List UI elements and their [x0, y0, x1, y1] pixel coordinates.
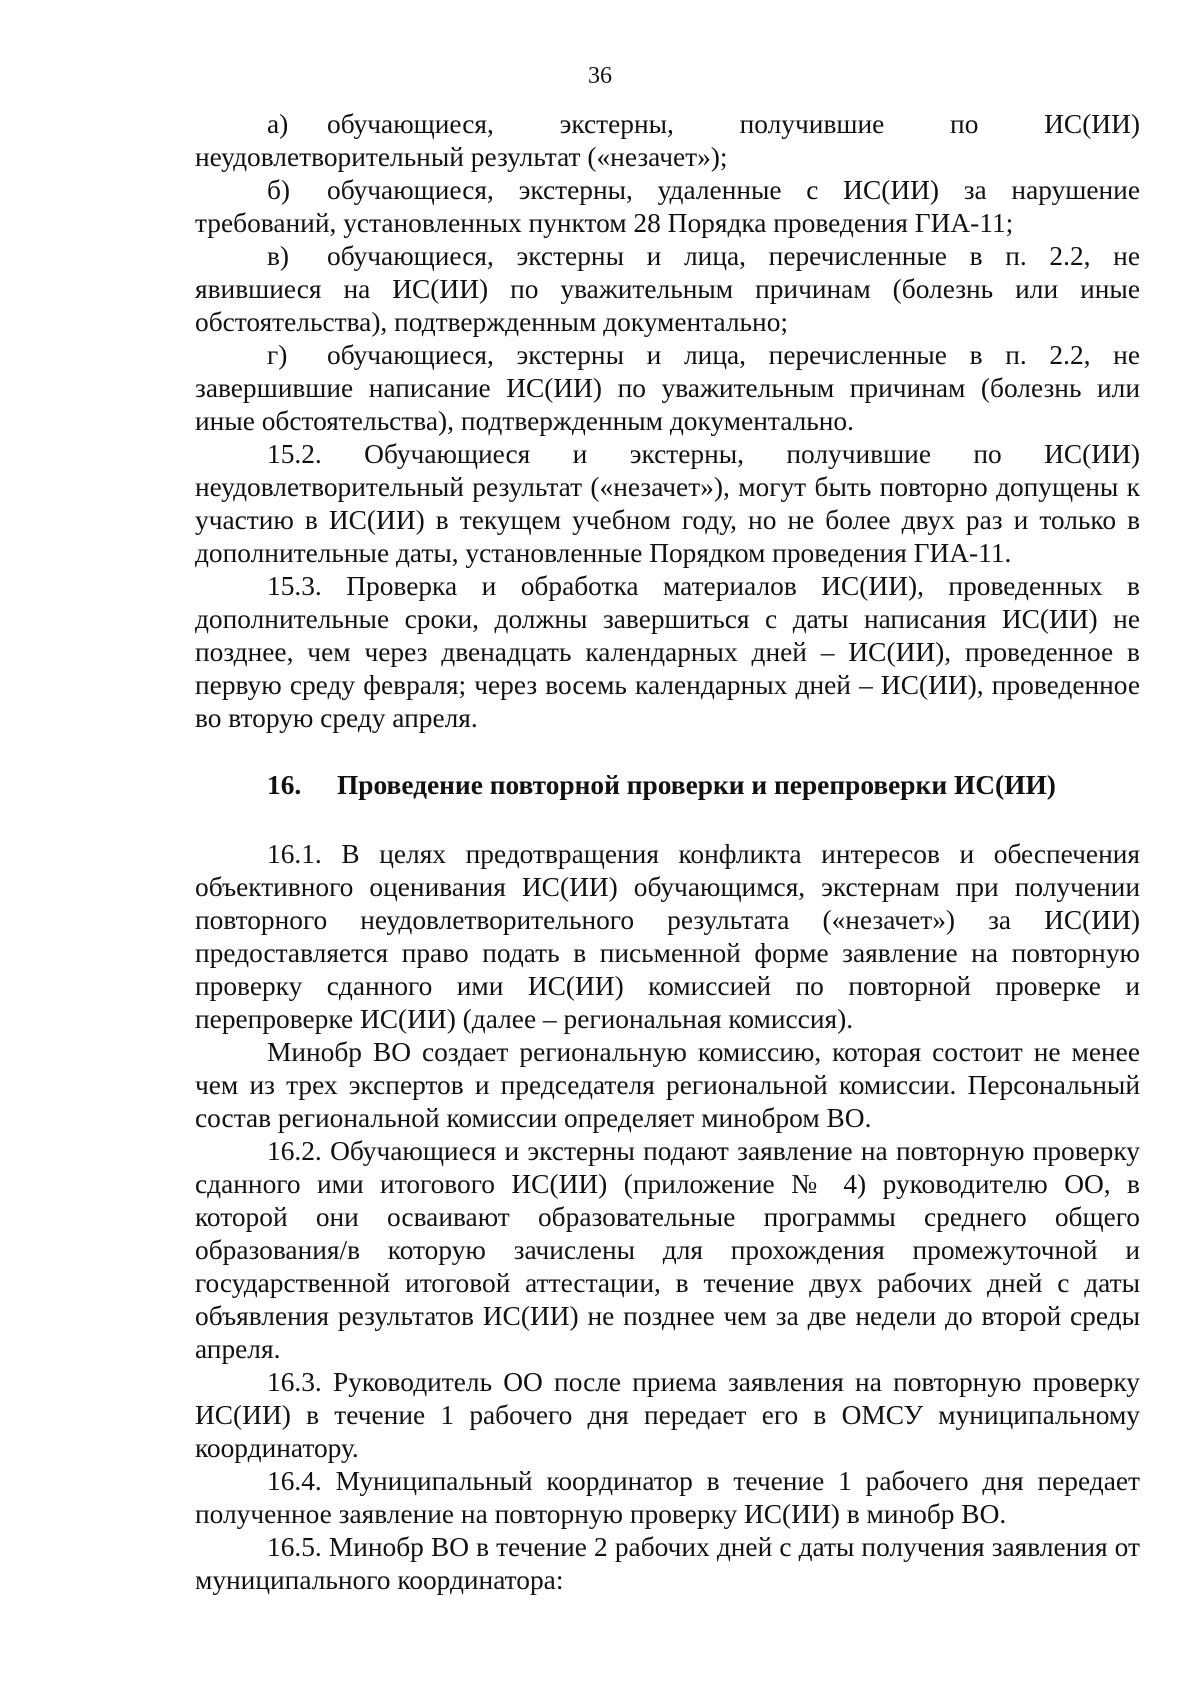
clause-number: 16.2.: [267, 1136, 322, 1166]
clause-text: Проверка и обработка материалов ИС(ИИ), проведенных в дополнительные сроки, должны завершиться с даты написания ИС(ИИ) не позднее, чем через двенадцать календарных дней – ИС(ИИ), проведенное в первую среду февраля; через восемь календарных дней – ИС(ИИ), проведенное во вторую среду апреля.: [195, 571, 1140, 733]
list-marker: б): [267, 175, 291, 205]
list-marker: а): [267, 109, 289, 139]
list-marker: в): [267, 241, 290, 271]
spacer: [195, 802, 1140, 838]
page-number: 36: [588, 63, 612, 89]
list-item-text: обучающиеся, экстерны и лица, перечисленные в п. 2.2, не завершившие написание ИС(ИИ) по уважительным причинам (болезнь или иные обстоятельства), подтвержденным документально.: [195, 340, 1140, 436]
clause-text: Муниципальный координатор в течение 1 рабочего дня передает полученное заявление на повторную проверку ИС(ИИ) в минобр ВО.: [195, 1466, 1140, 1529]
paragraph-15-3: [195, 570, 1140, 735]
clause-text: Руководитель ОО после приема заявления на повторную проверку ИС(ИИ) в течение 1 рабочего дня передает его в ОМСУ муниципальному координатору.: [195, 1367, 1140, 1463]
clause-text: Минобр ВО в течение 2 рабочих дней с даты получения заявления от муниципального координатора:: [195, 1532, 1140, 1595]
clause-number: 15.2.: [267, 439, 322, 469]
list-item-text: обучающиеся, экстерны, удаленные с ИС(ИИ) за нарушение требований, установленных пунктом 28 Порядка проведения ГИА-11;: [195, 175, 1140, 238]
list-item-b: [195, 174, 1140, 240]
list-item-g: [195, 339, 1140, 438]
document-body: [195, 108, 1140, 1597]
paragraph-16-2: [195, 1135, 1140, 1366]
clause-text: В целях предотвращения конфликта интересов и обеспечения объективного оценивания ИС(ИИ) обучающимся, экстернам при получении повторного неудовлетворительного результата («незачет») за ИС(ИИ) предоставляется право подать в письменной форме заявление на повторную проверку сданного ими ИС(ИИ) комиссией по повторной проверке и перепроверке ИС(ИИ) (далее – региональная комиссия).: [195, 839, 1140, 1034]
list-item-v: [195, 240, 1140, 339]
paragraph-15-2: [195, 438, 1140, 570]
clause-number: 16.5.: [267, 1532, 322, 1562]
paragraph-16-5: [195, 1531, 1140, 1597]
clause-text: Обучающиеся и экстерны подают заявление на повторную проверку сданного ими итогового ИС(ИИ) (приложение № 4) руководителю ОО, в которой они осваивают образовательные программы среднего общего образования/в которую зачислены для прохождения промежуточной и государственной итоговой аттестации, в течение двух рабочих дней с даты объявления результатов ИС(ИИ) не позднее чем за две недели до второй среды апреля.: [195, 1136, 1140, 1364]
clause-number: 16.4.: [267, 1466, 322, 1496]
paragraph-16-1: [195, 838, 1140, 1036]
list-item-text: обучающиеся, экстерны, получившие по ИС(ИИ) неудовлетворительный результат («незачет»);: [195, 109, 1140, 172]
clause-number: 15.3.: [267, 571, 322, 601]
section-title: Проведение повторной проверки и перепроверки ИС(ИИ): [337, 770, 1056, 800]
clause-number: 16.3.: [267, 1367, 322, 1397]
list-item-a: [195, 108, 1140, 174]
section-heading: [195, 769, 1140, 802]
paragraph-16-4: [195, 1465, 1140, 1531]
clause-number: 16.1.: [267, 839, 322, 869]
list-marker: г): [267, 340, 288, 370]
section-number: 16.: [267, 770, 302, 800]
paragraph-minobr: Минобр ВО создает региональную комиссию, которая состоит не менее чем из трех экспертов и председателя региональной комиссии. Персональный состав региональной комиссии определяет минобром ВО.: [195, 1037, 1140, 1133]
spacer: [195, 735, 1140, 769]
paragraph-16-3: [195, 1366, 1140, 1465]
list-item-text: обучающиеся, экстерны и лица, перечисленные в п. 2.2, не явившиеся на ИС(ИИ) по уважительным причинам (болезнь или иные обстоятельства), подтвержденным документально;: [195, 241, 1140, 337]
clause-text: Обучающиеся и экстерны, получившие по ИС(ИИ) неудовлетворительный результат («незачет»), могут быть повторно допущены к участию в ИС(ИИ) в текущем учебном году, но не более двух раз и только в дополнительные даты, установленные Порядком проведения ГИА-11.: [195, 439, 1140, 568]
